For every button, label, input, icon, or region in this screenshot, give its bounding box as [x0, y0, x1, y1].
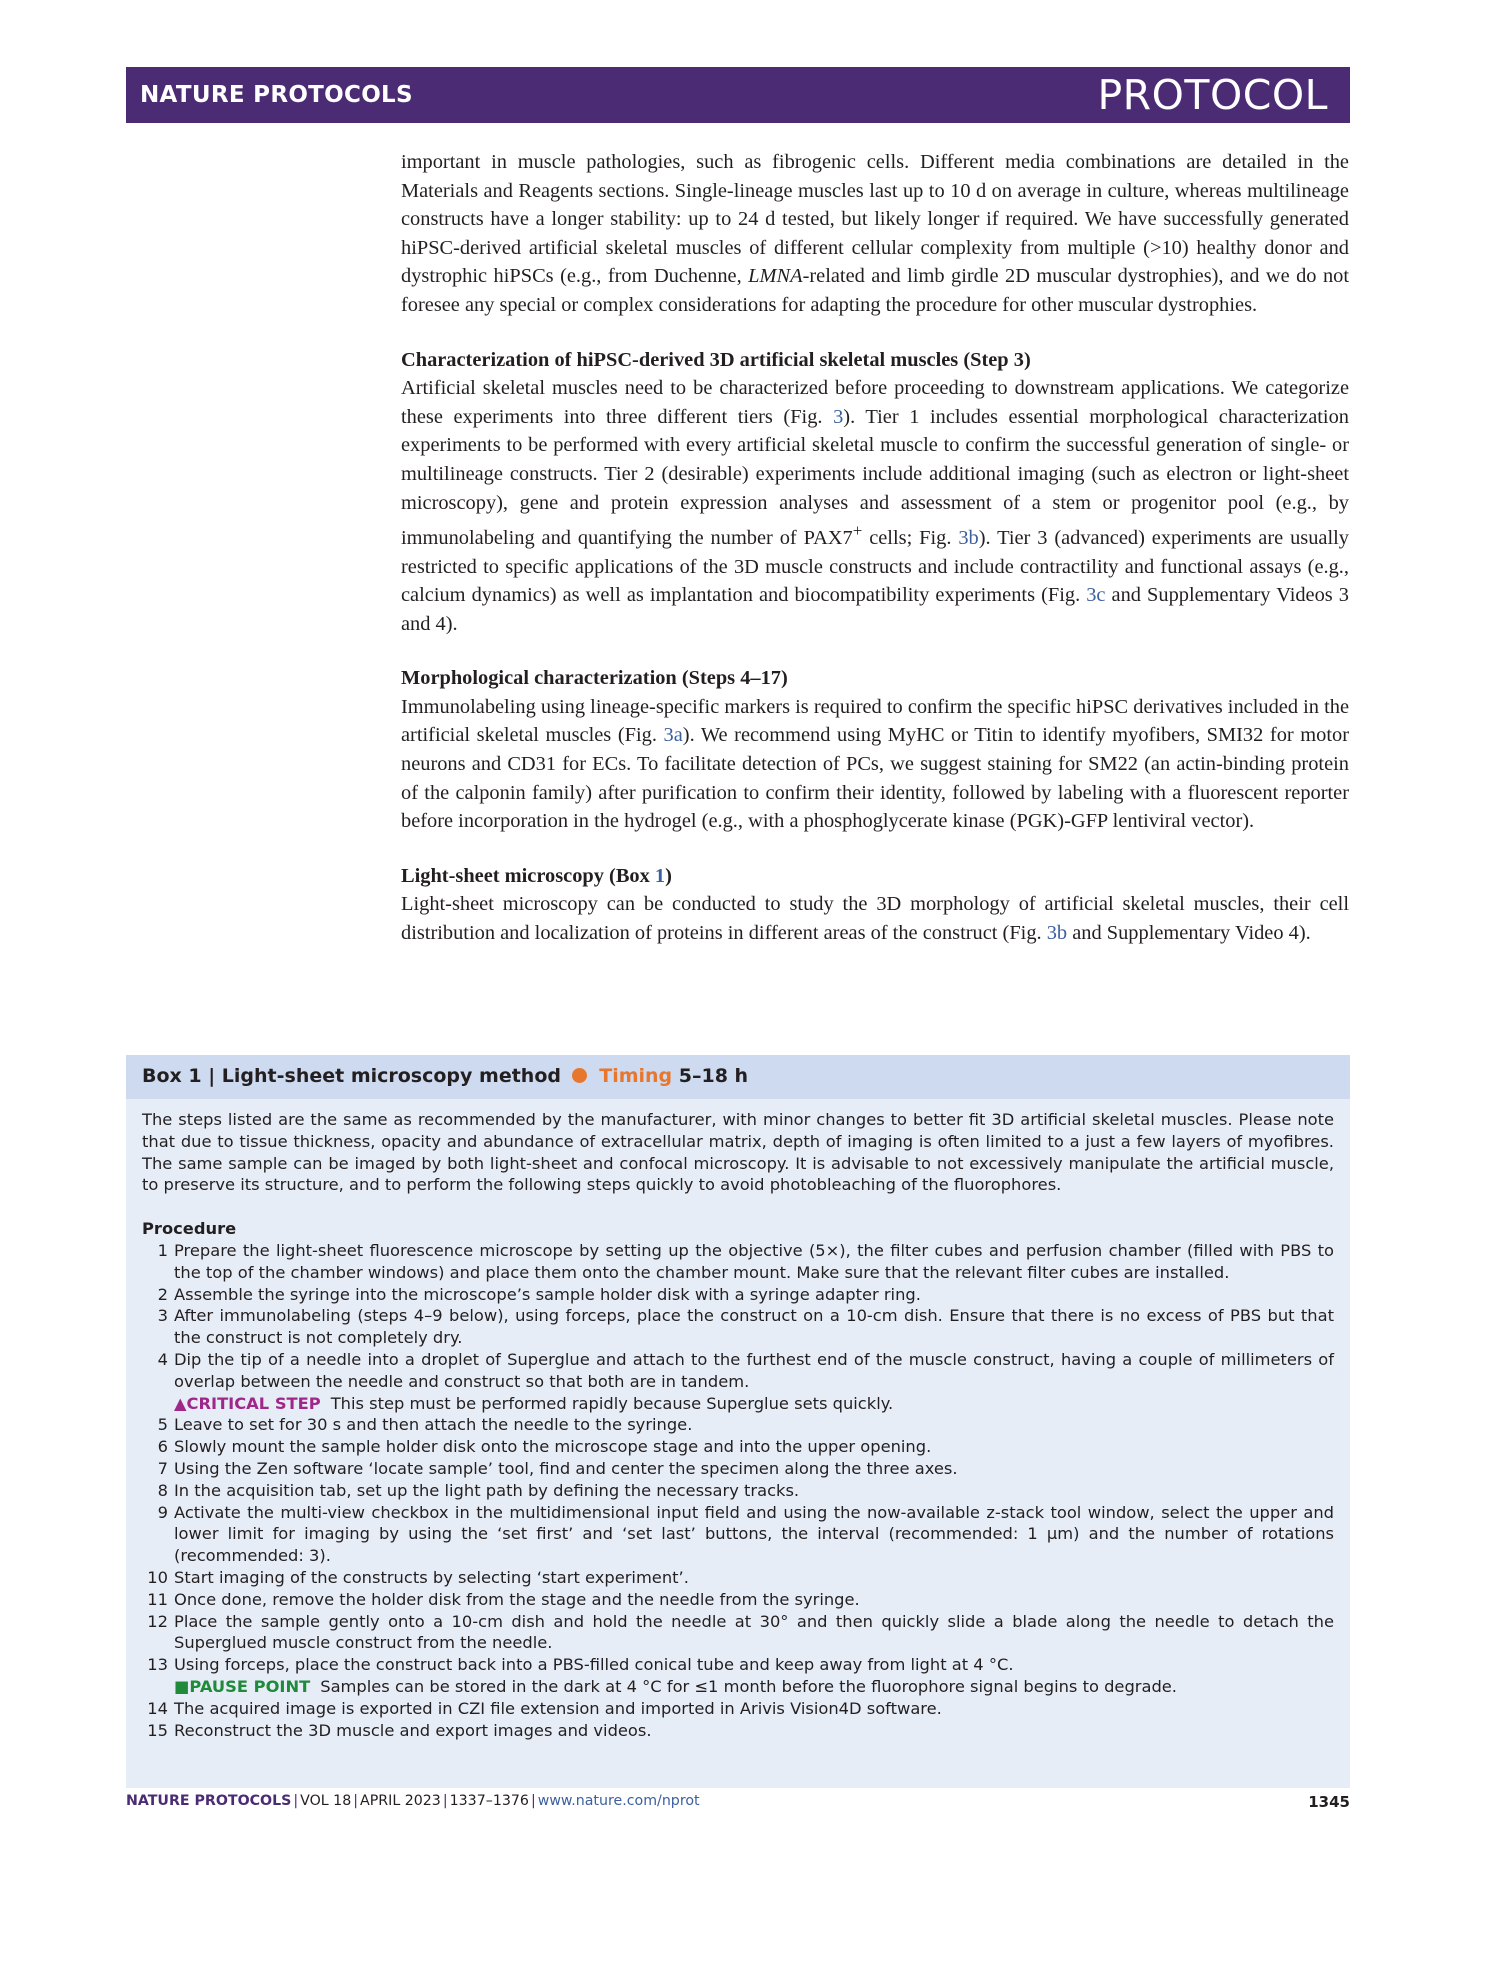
- section-heading: Characterization of hiPSC-derived 3D artificial skeletal muscles (Step 3): [401, 348, 1031, 371]
- fig-link[interactable]: 3c: [1086, 584, 1106, 607]
- footer-pages: 1337–1376: [449, 1793, 529, 1809]
- box-title: Box 1 | Light-sheet microscopy method Timing 5–18 h: [126, 1055, 1350, 1099]
- procedure-step: 5 Leave to set for 30 s and then attach the needle to the syringe.: [157, 1415, 693, 1435]
- footer-url-link[interactable]: www.nature.com/nprot: [537, 1793, 700, 1809]
- procedure-step: 4 Dip the tip of a needle into a droplet of Superglue and attach to the furthest end of the muscle construct, having a couple of millimeters of overlap between the needle and construct so that both are in tandem.: [157, 1349, 1334, 1391]
- timing-dot-icon: [572, 1068, 587, 1083]
- section-heading: Morphological characterization (Steps 4–17): [401, 667, 788, 690]
- footer-journal: NATURE PROTOCOLS: [126, 1793, 292, 1809]
- procedure-step: 12 Place the sample gently onto a 10-cm dish and hold the needle at 30° and then quickly slide a blade along the needle to detach the Superglued muscle construct from the needle.: [147, 1611, 1334, 1653]
- section-body: Light-sheet microscopy can be conducted to study the 3D morphology of artificial skeletal muscles, their cell distribution and localization of proteins in different areas of the construct (Fig. 3b and Supplementary Video 4).: [401, 893, 1349, 945]
- procedure-heading: Procedure: [142, 1219, 237, 1239]
- section-body: Artificial skeletal muscles need to be characterized before proceeding to downstream applications. We categorize these experiments into three different tiers (Fig. 3). Tier 1 includes essential morphological characterization experiments to be performed with every artificial skeletal muscle to confirm the successful generation of single- or multilineage constructs. Tier 2 (desirable) experiments include additional imaging (such as electron or light-sheet microscopy), gene and protein expression analyses and assessment of a stem or progenitor pool (e.g., by immunolabeling and quantifying the number of PAX7+ cells; Fig. 3b). Tier 3 (advanced) experiments are usually restricted to specific applications of the 3D muscle constructs and include contractility and functional assays (e.g., calcium dynamics) as well as implantation and biocompatibility experiments (Fig. 3c and Supplementary Videos 3 and 4).: [401, 377, 1349, 635]
- fig-link[interactable]: 3b: [958, 526, 979, 549]
- critical-step-label: ▲CRITICAL STEP: [174, 1393, 321, 1413]
- box-intro: The steps listed are the same as recommended by the manufacturer, with minor changes to better fit 3D artificial skeletal muscles. Please note that due to tissue thickness, opacity and abundance of extracellular matrix, depth of imaging is often limited to a just a few layers of myofibres. The same sample can be imaged by both light-sheet and confocal microscopy. It is advisable to not excessively manipulate the artificial muscle, to preserve its structure, and to perform the following steps quickly to avoid photobleaching of the fluorophores.: [142, 1110, 1334, 1195]
- procedure-step: 11 Once done, remove the holder disk from the stage and the needle from the syringe.: [147, 1589, 860, 1609]
- section-characterization: [401, 346, 1349, 639]
- pause-point-label: ■PAUSE POINT: [174, 1676, 311, 1696]
- fig-link[interactable]: 3b: [1046, 922, 1068, 945]
- intro-paragraph: important in muscle pathologies, such as fibrogenic cells. Different media combinations are detailed in the Materials and Reagents sections. Single-lineage muscles last up to 10 d on average in culture, whereas multilineage constructs have a longer stability: up to 24 d tested, but likely longer if required. We have successfully generated hiPSC-derived artificial skeletal muscles of different cellular complexity from multiple (>10) healthy donor and dystrophic hiPSCs (e.g., from Duchenne, LMNA-related and limb girdle 2D muscular dystrophies), and we do not foresee any special or complex considerations for adapting the procedure for other muscular dystrophies.: [401, 151, 1350, 316]
- fig-link[interactable]: 3: [833, 405, 844, 428]
- procedure-step: 7 Using the Zen software ‘locate sample’ tool, find and center the specimen along the three axes.: [157, 1458, 958, 1478]
- box-1: [126, 1055, 1350, 1788]
- journal-header: [126, 67, 1350, 123]
- box-body: [126, 1099, 1350, 1741]
- pause-point-note: ■PAUSE POINT Samples can be stored in the dark at 4 °C for ≤1 month before the fluorophore signal begins to degrade.: [174, 1676, 1177, 1696]
- procedure-step: 2 Assemble the syringe into the microscope’s sample holder disk with a syringe adapter ring.: [157, 1284, 921, 1304]
- procedure-steps: [142, 1240, 1334, 1741]
- procedure-step: 15 Reconstruct the 3D muscle and export images and videos.: [147, 1720, 652, 1740]
- section-morphological: [401, 664, 1349, 836]
- article-type: PROTOCOL: [1097, 71, 1328, 119]
- section-lightsheet: [401, 862, 1349, 948]
- journal-name: NATURE PROTOCOLS: [140, 82, 413, 108]
- footer-volume: VOL 18: [300, 1793, 352, 1809]
- footer-citation: NATURE PROTOCOLS | VOL 18 | APRIL 2023 | 1337–1376 | www.nature.com/nprot: [126, 1793, 700, 1809]
- main-text: [401, 148, 1349, 948]
- procedure-step: 8 In the acquisition tab, set up the light path by defining the necessary tracks.: [157, 1480, 800, 1500]
- procedure-step: 6 Slowly mount the sample holder disk onto the microscope stage and into the upper opening.: [157, 1437, 932, 1457]
- procedure-step: 3 After immunolabeling (steps 4–9 below), using forceps, place the construct on a 10-cm dish. Ensure that there is no excess of PBS but that the construct is not completely dry.: [157, 1306, 1334, 1348]
- section-body: Immunolabeling using lineage-specific markers is required to confirm the specific hiPSC derivatives included in the artificial skeletal muscles (Fig. 3a). We recommend using MyHC or Titin to identify myofibers, SMI32 for motor neurons and CD31 for ECs. To facilitate detection of PCs, we suggest staining for SM22 (an actin-binding protein of the calponin family) after purification to confirm their identity, followed by labeling with a fluorescent reporter before incorporation in the hydrogel (e.g., with a phosphoglycerate kinase (PGK)-GFP lentiviral vector).: [401, 695, 1349, 833]
- procedure-step: 1 Prepare the light-sheet fluorescence microscope by setting up the objective (5×), the filter cubes and perfusion chamber (filled with PBS to the top of the chamber windows) and place them onto the chamber mount. Make sure that the relevant filter cubes are installed.: [157, 1240, 1334, 1282]
- fig-link[interactable]: 3a: [663, 724, 683, 747]
- procedure-step: 14 The acquired image is exported in CZI file extension and imported in Arivis Vision4D software.: [147, 1698, 942, 1718]
- box-link[interactable]: 1: [654, 864, 666, 887]
- timing-value: 5–18 h: [678, 1065, 749, 1087]
- footer-date: APRIL 2023: [360, 1793, 441, 1809]
- critical-step-note: ▲CRITICAL STEP This step must be performed rapidly because Superglue sets quickly.: [174, 1393, 894, 1413]
- section-heading: Light-sheet microscopy (Box 1): [401, 864, 672, 887]
- procedure-step: 9 Activate the multi-view checkbox in the multidimensional input field and using the now-available z-stack tool window, select the upper and lower limit for imaging by using the ‘set first’ and ‘set last’ buttons, the interval (recommended: 1 µm) and the number of rotations (recommended: 3).: [157, 1502, 1334, 1566]
- timing-label: Timing: [599, 1065, 673, 1087]
- lmna-italic: LMNA: [748, 265, 803, 288]
- procedure-step: 13 Using forceps, place the construct back into a PBS-filled conical tube and keep away from light at 4 °C.: [147, 1655, 1014, 1675]
- page-footer: [126, 1793, 1350, 1811]
- page-number: 1345: [1308, 1793, 1350, 1811]
- procedure-step: 10 Start imaging of the constructs by selecting ‘start experiment’.: [147, 1567, 689, 1587]
